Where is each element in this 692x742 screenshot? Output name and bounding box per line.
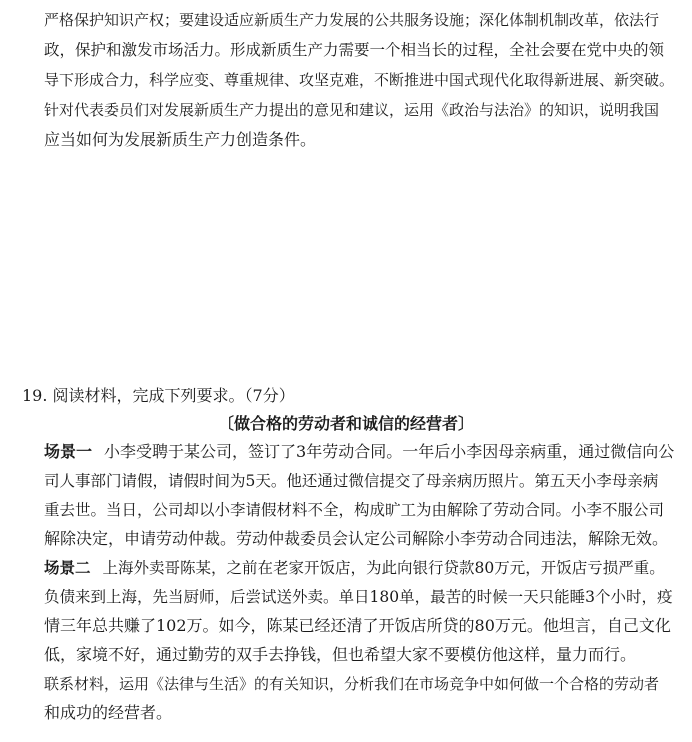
scene-2-label: 场景二	[44, 558, 91, 577]
scene-1-text-1: 小李受聘于某公司，签订了3年劳动合同。一年后小李因母亲病重，通过微信向公	[104, 442, 674, 461]
intro-line-1: 严格保护知识产权；要建设适应新质生产力发展的公共服务设施；深化体制机制改革，依法行	[44, 11, 660, 29]
question-19-prompt-line-2: 和成功的经营者。	[44, 703, 173, 722]
scene-1-line-2: 司人事部门请假，请假时间为5天。他还通过微信提交了母亲病历照片。第五天小李母亲病	[44, 472, 659, 490]
intro-line-3: 导下形成合力，科学应变、尊重规律、攻坚克难，不断推进中国式现代化取得新进展、新突破。	[44, 71, 674, 89]
scene-1-label: 场景一	[44, 442, 93, 461]
intro-question-line-2: 应当如何为发展新质生产力创造条件。	[44, 130, 317, 149]
scene-2-line-4: 低，家境不好，通过勤劳的双手去挣钱，但也希望大家不要模仿他这样，量力而行。	[44, 645, 637, 664]
question-19-title: 〔做合格的劳动者和诚信的经营者〕	[217, 414, 474, 433]
scene-1-line-3: 重去世。当日，公司却以小李请假材料不全，构成旷工为由解除了劳动合同。小李不服公司	[44, 501, 665, 519]
scene-2-line-1	[44, 557, 674, 579]
scene-1-line-1	[44, 441, 674, 463]
question-19-header: 19. 阅读材料，完成下列要求。（7分）	[22, 386, 295, 405]
intro-line-2: 政，保护和激发市场活力。形成新质生产力需要一个相当长的过程，全社会要在党中央的领	[44, 41, 665, 59]
question-19-prompt-line-1: 联系材料，运用《法律与生活》的有关知识，分析我们在市场竞争中如何做一个合格的劳动者	[44, 675, 660, 693]
scene-2-line-2: 负债来到上海，先当厨师，后尝试送外卖。单日180单，最苦的时候一天只能睡3个小时，疫	[44, 588, 673, 606]
scene-2-line-3: 情三年总共赚了102万。如今，陈某已经还清了开饭店所贷的80万元。他坦言，自己文化	[44, 616, 671, 635]
scene-1-line-4: 解除决定，申请劳动仲裁。劳动仲裁委员会认定公司解除小李劳动合同违法，解除无效。	[44, 529, 669, 548]
scene-2-text-1: 上海外卖哥陈某，之前在老家开饭店，为此向银行贷款80万元，开饭店亏损严重。	[102, 559, 665, 577]
intro-question-line-1: 针对代表委员们对发展新质生产力提出的意见和建议，运用《政治与法治》的知识，说明我国	[44, 101, 660, 119]
